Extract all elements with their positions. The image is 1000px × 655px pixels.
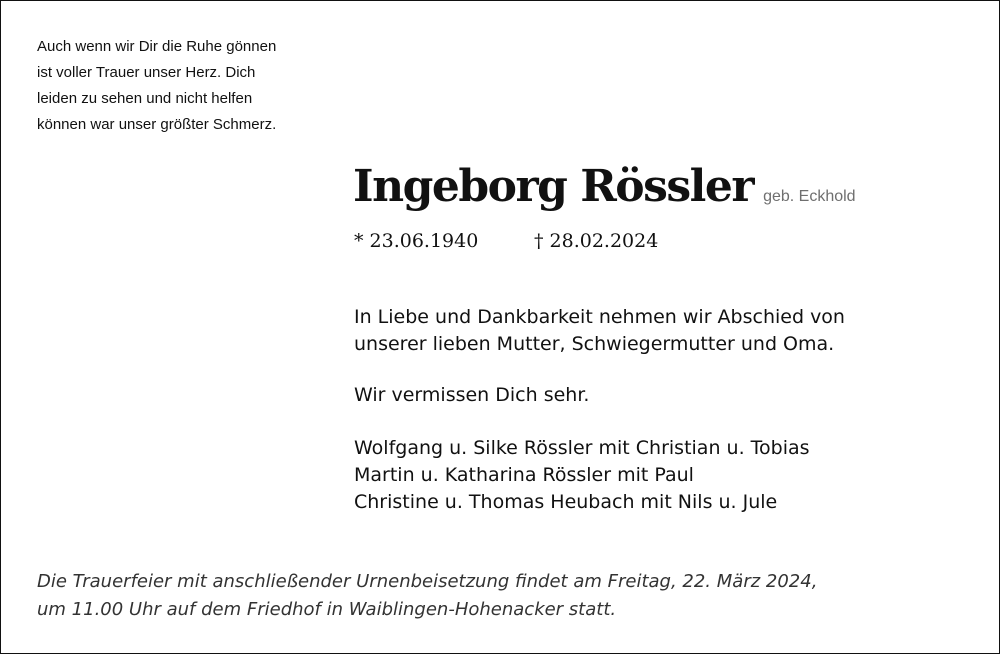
family-list bbox=[354, 435, 810, 516]
family-line: Christine u. Thomas Heubach mit Nils u. Jule bbox=[354, 491, 778, 513]
farewell-message bbox=[354, 304, 845, 358]
miss-line: Wir vermissen Dich sehr. bbox=[354, 384, 590, 406]
ceremony-line: um 11.00 Uhr auf dem Friedhof in Waiblingen-Hohenacker statt. bbox=[37, 599, 617, 620]
poem-line: können war unser größter Schmerz. bbox=[37, 116, 277, 133]
family-line: Wolfgang u. Silke Rössler mit Christian u. Tobias bbox=[354, 437, 810, 459]
deceased-name: Ingeborg Rössler bbox=[353, 161, 754, 212]
poem-line: Auch wenn wir Dir die Ruhe gönnen bbox=[37, 38, 277, 55]
ceremony-notice bbox=[37, 568, 817, 624]
farewell-line: In Liebe und Dankbarkeit nehmen wir Abschied von bbox=[354, 306, 845, 328]
death-date: † 28.02.2024 bbox=[534, 230, 659, 252]
ceremony-line: Die Trauerfeier mit anschließender Urnenbeisetzung findet am Freitag, 22. März 2024, bbox=[37, 571, 818, 592]
farewell-line: unserer lieben Mutter, Schwiegermutter und Oma. bbox=[354, 333, 835, 355]
maiden-name: geb. Eckhold bbox=[763, 188, 856, 205]
birth-date: * 23.06.1940 bbox=[354, 230, 479, 252]
family-line: Martin u. Katharina Rössler mit Paul bbox=[354, 464, 694, 486]
name-row bbox=[353, 161, 856, 212]
poem-line: ist voller Trauer unser Herz. Dich bbox=[37, 64, 256, 81]
poem-line: leiden zu sehen und nicht helfen bbox=[37, 90, 253, 107]
poem-block bbox=[37, 34, 337, 138]
